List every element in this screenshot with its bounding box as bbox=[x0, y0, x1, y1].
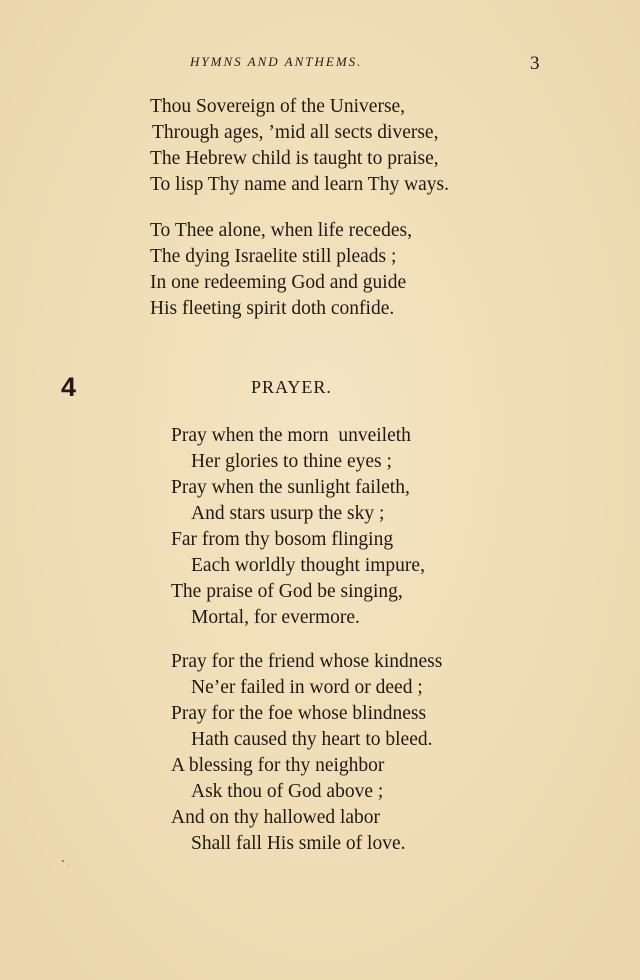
verse-line: In one redeeming God and guide bbox=[150, 272, 407, 293]
verse-line: Thou Sovereign of the Universe, bbox=[150, 96, 406, 117]
verse-line: Pray when the morn unveileth bbox=[171, 425, 411, 446]
verse-line: Ne’er failed in word or deed ; bbox=[191, 677, 423, 698]
prayer-stanza-2 bbox=[171, 649, 442, 857]
running-head-title: HYMNS AND ANTHEMS. bbox=[190, 54, 363, 69]
verse-line: Ask thou of God above ; bbox=[191, 781, 384, 802]
verse-line: The praise of God be singing, bbox=[171, 581, 403, 602]
verse-line: Through ages, ’mid all sects diverse, bbox=[152, 122, 439, 143]
verse-line: Each worldly thought impure, bbox=[191, 555, 425, 576]
verse-line: Pray when the sunlight faileth, bbox=[171, 477, 410, 498]
prayer-stanza-1 bbox=[171, 423, 425, 631]
previous-hymn-stanza-2 bbox=[150, 218, 412, 322]
verse-line: The dying Israelite still pleads ; bbox=[150, 246, 397, 267]
verse-line: Pray for the friend whose kindness bbox=[171, 651, 443, 672]
hymn-title: PRAYER. bbox=[251, 377, 332, 397]
verse-line: Her glories to thine eyes ; bbox=[191, 451, 392, 472]
verse-line: His fleeting spirit doth confide. bbox=[150, 298, 395, 319]
verse-line: A blessing for thy neighbor bbox=[171, 755, 385, 776]
verse-line: Far from thy bosom flinging bbox=[171, 529, 394, 550]
verse-line: And stars usurp the sky ; bbox=[191, 503, 385, 524]
verse-line: And on thy hallowed labor bbox=[171, 807, 381, 828]
paper-speck bbox=[68, 865, 69, 866]
verse-line: Pray for the foe whose blindness bbox=[171, 703, 427, 724]
verse-line: Hath caused thy heart to bleed. bbox=[191, 729, 433, 750]
verse-line: To lisp Thy name and learn Thy ways. bbox=[150, 174, 450, 195]
paper-speck bbox=[62, 860, 64, 862]
verse-line: The Hebrew child is taught to praise, bbox=[150, 148, 439, 169]
verse-line: Mortal, for evermore. bbox=[191, 607, 360, 628]
hymn-number: 4 bbox=[61, 372, 77, 402]
page-number: 3 bbox=[530, 53, 540, 74]
verse-line: To Thee alone, when life recedes, bbox=[150, 220, 412, 241]
verse-line: Shall fall His smile of love. bbox=[191, 833, 406, 854]
previous-hymn-stanza-1 bbox=[150, 94, 449, 198]
